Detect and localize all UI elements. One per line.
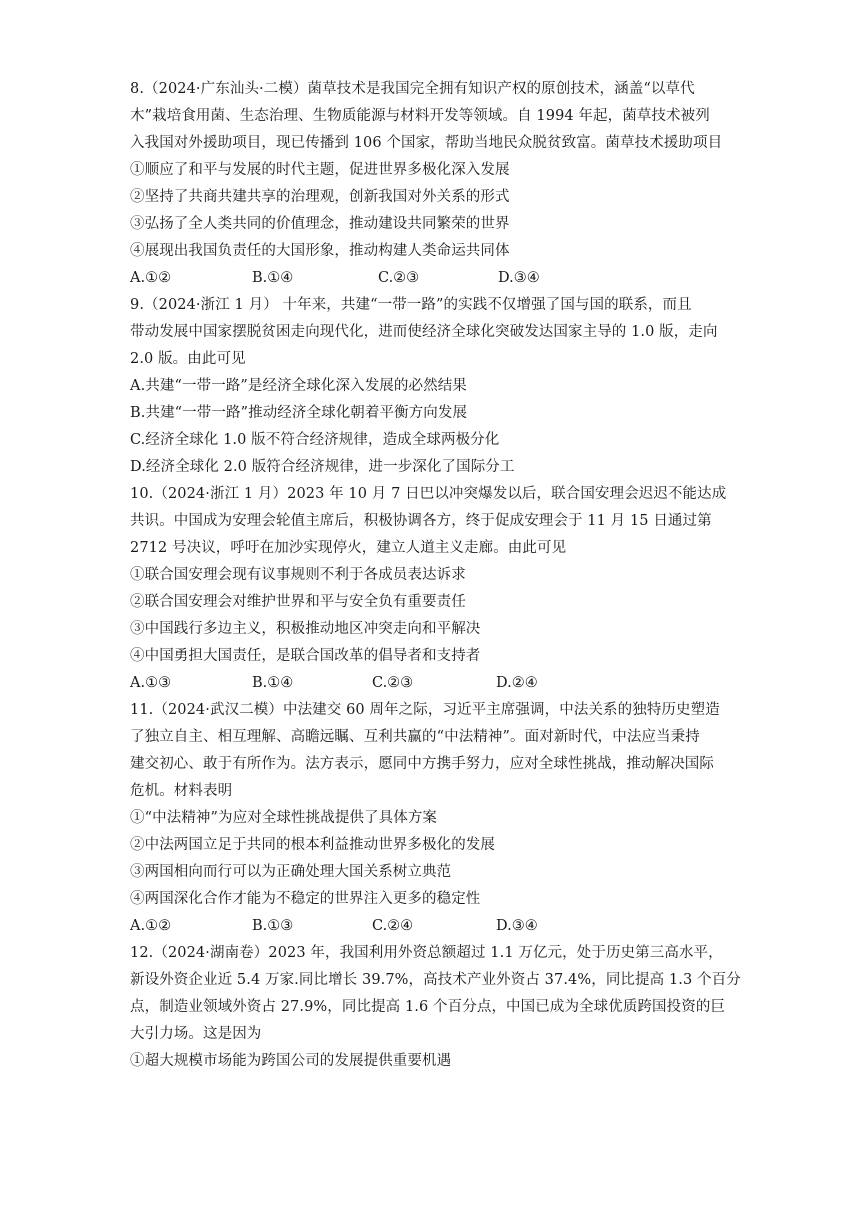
question-stem-line: 带动发展中国家摆脱贫困走向现代化，进而使经济全球化突破发达国家主导的 1.0 版，走向 [130, 324, 718, 340]
option-b: B.①④ [252, 270, 294, 286]
statement-item: ④展现出我国负责任的大国形象，推动构建人类命运共同体 [130, 243, 510, 259]
statement-item: ③中国践行多边主义，积极推动地区冲突走向和平解决 [130, 621, 481, 637]
question-stem-line: 了独立自主、相互理解、高瞻远瞩、互利共赢的“中法精神”。面对新时代，中法应当秉持 [130, 729, 700, 745]
statement-item: ②联合国安理会对维护世界和平与安全负有重要责任 [130, 594, 466, 610]
question-stem-line: 12.（2024·湖南卷）2023 年，我国利用外资总额超过 1.1 万亿元，处于历史第三高水平， [130, 945, 723, 961]
question-11 [130, 697, 730, 940]
answer-options [130, 265, 730, 292]
question-9 [130, 292, 730, 481]
question-stem-line: 新设外资企业近 5.4 万家.同比增长 39.7%，高技术产业外资占 37.4%，同比提高 1.3 个百分 [130, 972, 741, 988]
statement-item: ①超大规模市场能为跨国公司的发展提供重要机遇 [130, 1053, 452, 1069]
option-a: A.①③ [130, 675, 172, 691]
answer-options [130, 670, 730, 697]
statement-item: ④中国勇担大国责任，是联合国改革的倡导者和支持者 [130, 648, 481, 664]
question-12 [130, 940, 741, 1075]
option-d: D.②④ [496, 675, 538, 691]
document-page [130, 76, 741, 1075]
option-c: C.经济全球化 1.0 版不符合经济规律，造成全球两极分化 [130, 432, 500, 448]
question-stem-line: 11.（2024·武汉二模）中法建交 60 周年之际，习近平主席强调，中法关系的独特历史塑造 [130, 702, 720, 718]
statement-item: ①“中法精神”为应对全球性挑战提供了具体方案 [130, 810, 438, 826]
option-c: C.②③ [372, 675, 414, 691]
question-stem-line: 大引力场。这是因为 [130, 1026, 262, 1042]
option-d: D.经济全球化 2.0 版符合经济规律，进一步深化了国际分工 [130, 459, 515, 475]
question-stem-line: 共识。中国成为安理会轮值主席后，积极协调各方，终于促成安理会于 11 月 15 日通过第 [130, 513, 712, 529]
option-b: B.①④ [252, 675, 294, 691]
statement-item: ①联合国安理会现有议事规则不利于各成员表达诉求 [130, 567, 466, 583]
question-stem-line: 点，制造业领域外资占 27.9%，同比提高 1.6 个百分点，中国已成为全球优质跨国投资的巨 [130, 999, 726, 1015]
option-c: C.②③ [378, 270, 420, 286]
question-stem-line: 9.（2024·浙江 1 月） 十年来，共建“一带一路”的实践不仅增强了国与国的联系，而且 [130, 297, 692, 313]
question-stem-line: 10.（2024·浙江 1 月）2023 年 10 月 7 日巴以冲突爆发以后，联合国安理会迟迟不能达成 [130, 486, 727, 502]
option-c: C.②④ [372, 918, 414, 934]
option-a: A.①② [130, 270, 172, 286]
answer-options [130, 913, 730, 940]
option-d: D.③④ [496, 918, 538, 934]
statement-item: ③两国相向而行可以为正确处理大国关系树立典范 [130, 864, 452, 880]
statement-item: ③弘扬了全人类共同的价值理念，推动建设共同繁荣的世界 [130, 216, 510, 232]
question-stem-line: 木”栽培食用菌、生态治理、生物质能源与材料开发等领域。自 1994 年起，菌草技术被列 [130, 108, 710, 124]
option-a: A.共建“一带一路”是经济全球化深入发展的必然结果 [130, 378, 467, 394]
option-d: D.③④ [498, 270, 540, 286]
question-stem-line: 建交初心、敢于有所作为。法方表示，愿同中方携手努力，应对全球性挑战，推动解决国际 [130, 756, 714, 772]
option-b: B.共建“一带一路”推动经济全球化朝着平衡方向发展 [130, 405, 468, 421]
statement-item: ②中法两国立足于共同的根本利益推动世界多极化的发展 [130, 837, 495, 853]
question-10 [130, 481, 730, 697]
question-stem-line: 2.0 版。由此可见 [130, 351, 246, 367]
option-a: A.①② [130, 918, 172, 934]
statement-item: ④两国深化合作才能为不稳定的世界注入更多的稳定性 [130, 891, 481, 907]
question-8 [130, 76, 730, 292]
question-stem-line: 入我国对外援助项目，现已传播到 106 个国家，帮助当地民众脱贫致富。菌草技术援助项目 [130, 135, 723, 151]
question-stem-line: 2712 号决议，呼吁在加沙实现停火，建立人道主义走廊。由此可见 [130, 540, 567, 556]
question-stem-line: 8.（2024·广东汕头·二模）菌草技术是我国完全拥有知识产权的原创技术，涵盖“以草代 [130, 81, 695, 97]
question-stem-line: 危机。材料表明 [130, 783, 233, 799]
statement-item: ①顺应了和平与发展的时代主题，促进世界多极化深入发展 [130, 162, 510, 178]
statement-item: ②坚持了共商共建共享的治理观，创新我国对外关系的形式 [130, 189, 510, 205]
option-b: B.①③ [252, 918, 294, 934]
